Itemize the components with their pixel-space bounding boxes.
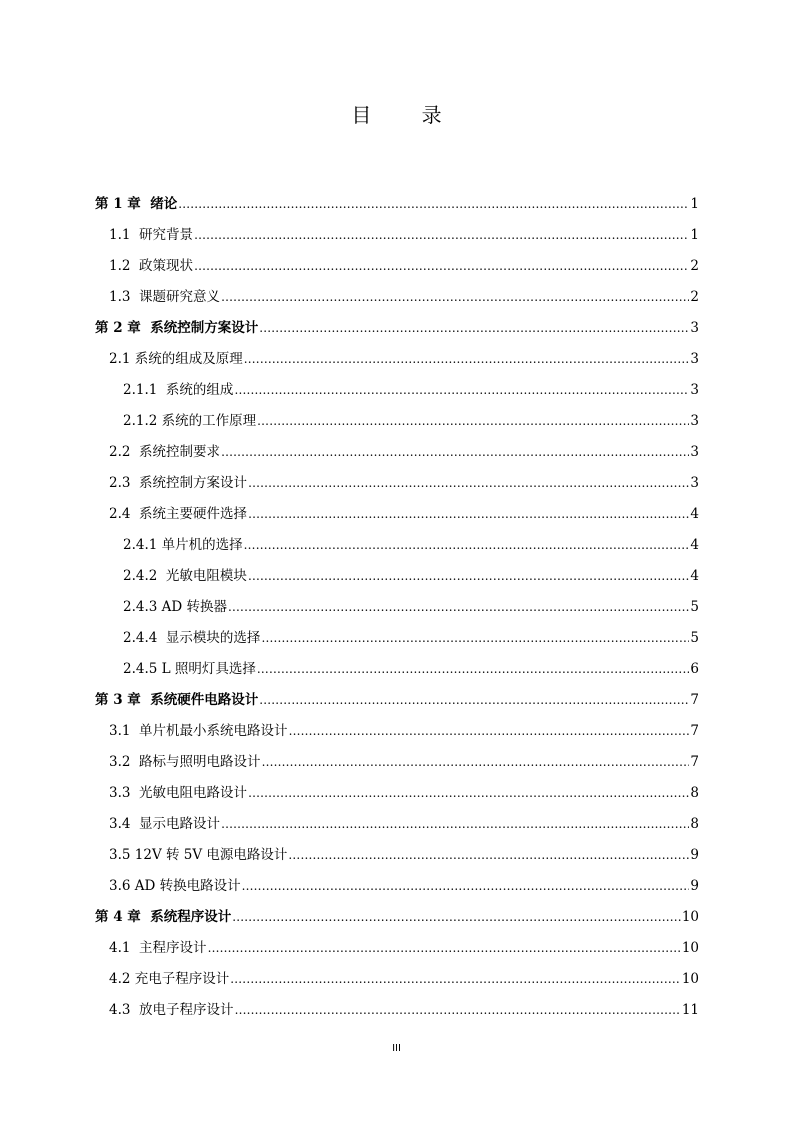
toc-entry[interactable] (95, 597, 699, 628)
toc-leader-dots (230, 969, 681, 989)
toc-leader-dots (289, 721, 690, 741)
page-number: III (392, 1043, 401, 1054)
toc-entry-page: 1 (690, 196, 699, 212)
toc-entry[interactable] (95, 442, 699, 473)
toc-entry[interactable] (95, 380, 699, 411)
toc-leader-dots (248, 783, 689, 803)
toc-entry-page: 5 (690, 630, 699, 646)
toc-entry-label: 3.3 光敏电阻电路设计 (109, 785, 248, 801)
toc-entry[interactable] (95, 194, 699, 225)
toc-entry[interactable] (95, 566, 699, 597)
toc-entry-page: 1 (690, 227, 699, 243)
toc-entry-page: 8 (690, 816, 699, 832)
toc-leader-dots (248, 473, 689, 493)
toc-entry-page: 2 (690, 258, 699, 274)
toc-entry-label: 4.1 主程序设计 (109, 940, 207, 956)
toc-entry[interactable] (95, 845, 699, 876)
toc-leader-dots (262, 752, 690, 772)
toc-entry-label: 2.1 系统的组成及原理 (109, 351, 243, 367)
toc-leader-dots (259, 318, 689, 338)
toc-entry[interactable] (95, 876, 699, 907)
toc-entry-label: 2.4.4 显示模块的选择 (123, 630, 261, 646)
toc-entry-page: 10 (681, 971, 699, 987)
toc-leader-dots (257, 411, 689, 431)
toc-leader-dots (248, 566, 689, 586)
toc-entry-label: 第 3 章 系统硬件电路设计 (95, 692, 259, 708)
toc-entry[interactable] (95, 690, 699, 721)
toc-leader-dots (244, 535, 690, 555)
toc-entry-page: 10 (681, 940, 699, 956)
toc-entry[interactable] (95, 752, 699, 783)
toc-entry[interactable] (95, 783, 699, 814)
page-title: 目 录 (351, 103, 464, 127)
toc-leader-dots (228, 597, 689, 617)
toc-leader-dots (261, 628, 689, 648)
toc-entry-label: 1.1 研究背景 (109, 227, 194, 243)
toc-leader-dots (259, 690, 689, 710)
toc-entry[interactable] (95, 814, 699, 845)
toc-leader-dots (178, 194, 689, 214)
toc-entry-page: 3 (690, 320, 699, 336)
toc-entry-label: 4.3 放电子程序设计 (109, 1002, 234, 1018)
toc-entry-label: 2.3 系统控制方案设计 (109, 475, 248, 491)
toc-entry-label: 2.4.1 单片机的选择 (123, 537, 243, 553)
toc-entry[interactable] (95, 969, 699, 1000)
toc-leader-dots (288, 845, 689, 865)
toc-entry-page: 3 (690, 475, 699, 491)
toc-entry-label: 2.4.3 AD 转换器 (123, 599, 228, 615)
toc-entry-page: 6 (690, 661, 699, 677)
toc-entry[interactable] (95, 287, 699, 318)
toc-entry-label: 2.2 系统控制要求 (109, 444, 221, 460)
toc-entry-label: 第 1 章 绪论 (95, 196, 178, 212)
toc-entry-page: 10 (681, 909, 699, 925)
toc-entry-page: 3 (690, 413, 699, 429)
toc-entry-page: 5 (690, 599, 699, 615)
toc-entry-page: 7 (690, 692, 699, 708)
toc-entry[interactable] (95, 225, 699, 256)
toc-entry-page: 3 (690, 444, 699, 460)
toc-entry-label: 2.4 系统主要硬件选择 (109, 506, 248, 522)
toc-entry-label: 2.4.5 L 照明灯具选择 (123, 661, 256, 677)
toc-leader-dots (194, 225, 689, 245)
toc-leader-dots (257, 659, 690, 679)
toc-entry-label: 2.1.1 系统的组成 (123, 382, 234, 398)
toc-entry-label: 第 2 章 系统控制方案设计 (95, 320, 259, 336)
toc-entry-label: 1.2 政策现状 (109, 258, 194, 274)
toc-entry-page: 7 (690, 723, 699, 739)
toc-entry-label: 2.4.2 光敏电阻模块 (123, 568, 247, 584)
toc-entry[interactable] (95, 721, 699, 752)
toc-entry-page: 4 (690, 506, 699, 522)
toc-entry-label: 3.6 AD 转换电路设计 (109, 878, 241, 894)
toc-entry-label: 3.4 显示电路设计 (109, 816, 221, 832)
toc-entry-label: 3.5 12V 转 5V 电源电路设计 (109, 847, 288, 863)
toc-leader-dots (242, 876, 690, 896)
toc-leader-dots (221, 442, 689, 462)
toc-leader-dots (234, 380, 689, 400)
toc-entry-page: 3 (690, 351, 699, 367)
toc-entry[interactable] (95, 535, 699, 566)
toc-entry-page: 2 (690, 289, 699, 305)
toc-entry[interactable] (95, 411, 699, 442)
toc-leader-dots (248, 504, 689, 524)
toc-entry-page: 9 (690, 878, 699, 894)
toc-leader-dots (244, 349, 690, 369)
toc-entry[interactable] (95, 256, 699, 287)
toc-entry-page: 11 (681, 1002, 699, 1018)
toc-entry-label: 4.2 充电子程序设计 (109, 971, 230, 987)
toc-entry[interactable] (95, 1000, 699, 1031)
toc-entry[interactable] (95, 349, 699, 380)
toc-entry-page: 4 (690, 568, 699, 584)
toc-entry-page: 4 (690, 537, 699, 553)
toc-entry[interactable] (95, 907, 699, 938)
toc-leader-dots (194, 256, 689, 276)
toc-entry-page: 9 (690, 847, 699, 863)
table-of-contents (95, 194, 699, 1031)
toc-entry[interactable] (95, 628, 699, 659)
toc-entry-label: 3.2 路标与照明电路设计 (109, 754, 261, 770)
toc-entry-label: 3.1 单片机最小系统电路设计 (109, 723, 288, 739)
toc-entry[interactable] (95, 318, 699, 349)
toc-entry-page: 7 (690, 754, 699, 770)
toc-leader-dots (221, 814, 689, 834)
toc-entry-page: 8 (690, 785, 699, 801)
toc-leader-dots (235, 1000, 681, 1020)
toc-entry[interactable] (95, 504, 699, 535)
toc-entry[interactable] (95, 938, 699, 969)
toc-entry[interactable] (95, 659, 699, 690)
toc-entry-label: 第 4 章 系统程序设计 (95, 909, 232, 925)
toc-entry-label: 2.1.2 系统的工作原理 (123, 413, 257, 429)
toc-leader-dots (208, 938, 681, 958)
toc-entry-page: 3 (690, 382, 699, 398)
toc-leader-dots (221, 287, 689, 307)
toc-entry[interactable] (95, 473, 699, 504)
toc-leader-dots (232, 907, 681, 927)
toc-entry-label: 1.3 课题研究意义 (109, 289, 221, 305)
